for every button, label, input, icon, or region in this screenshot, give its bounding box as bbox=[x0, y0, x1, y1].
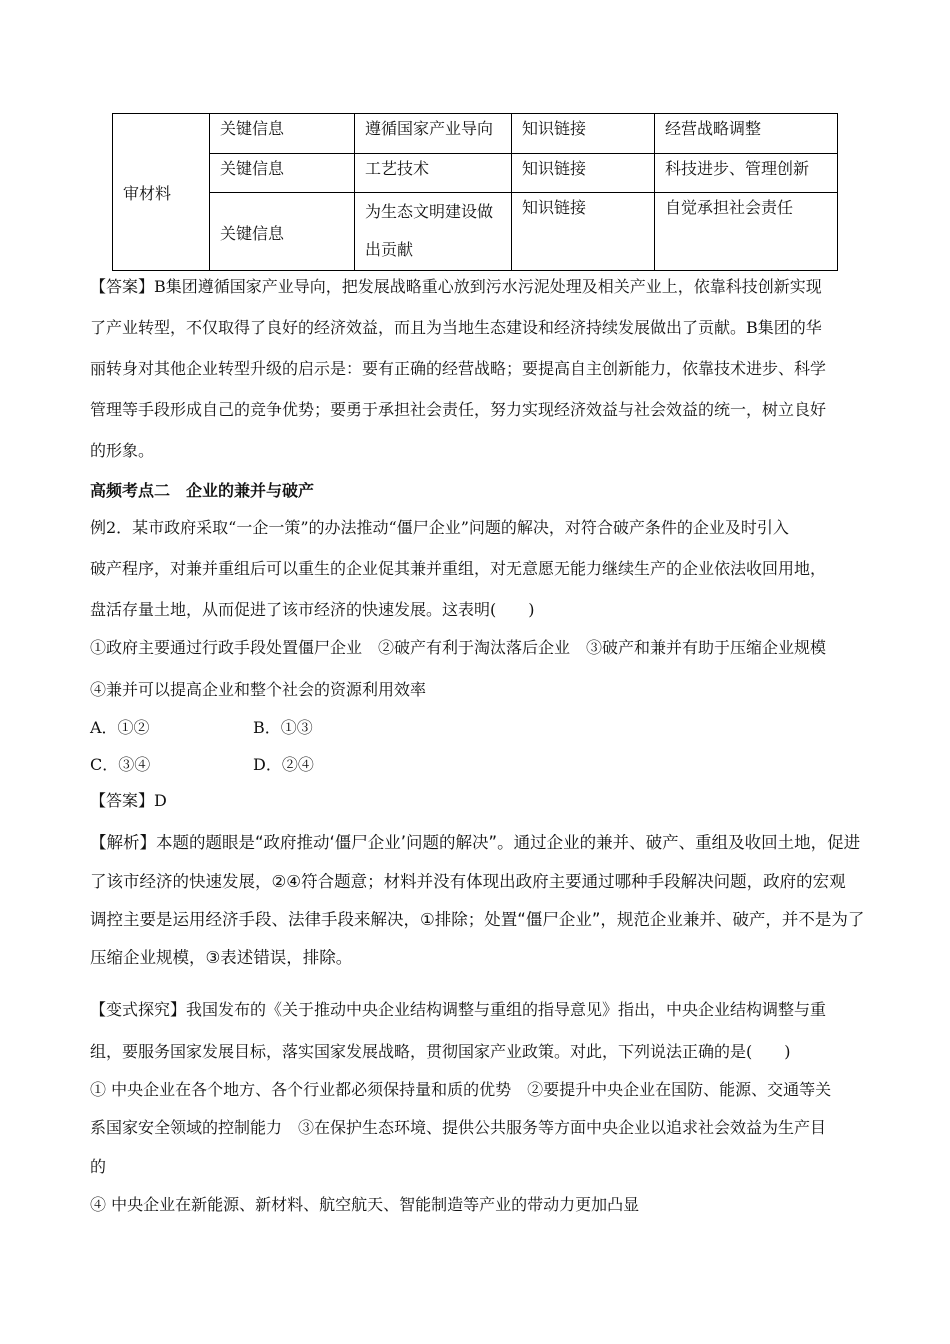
option-c: C．③④ bbox=[90, 755, 151, 774]
knowledge-link-label: 知识链接 bbox=[512, 114, 655, 154]
answer-line: 丽转身对其他企业转型升级的启示是：要有正确的经营战略；要提高自主创新能力，依靠技术进步、科学 bbox=[90, 359, 827, 378]
option-a: A．①② bbox=[90, 718, 150, 737]
analysis-line: 调控主要是运用经济手段、法律手段来解决，①排除；处置“僵尸企业”，规范企业兼并、破产，并不是为了 bbox=[90, 910, 865, 929]
answer-label: 【答案】D bbox=[90, 791, 167, 810]
variant-line: 【变式探究】我国发布的《关于推动中央企业结构调整与重组的指导意见》指出，中央企业结构调整与重 bbox=[90, 1000, 827, 1019]
answer-line: 【答案】B集团遵循国家产业导向，把发展战略重心放到污水污泥处理及相关产业上，依靠科技创新实现 bbox=[90, 277, 822, 296]
option-d: D．②④ bbox=[253, 755, 314, 774]
knowledge-link-value: 经营战略调整 bbox=[655, 114, 838, 154]
answer-line: 了产业转型，不仅取得了良好的经济效益，而且为当地生态建设和经济持续发展做出了贡献。B集团的华 bbox=[90, 318, 822, 337]
table-row-header: 审材料 bbox=[113, 114, 210, 271]
answer-line: 管理等手段形成自己的竞争优势；要勇于承担社会责任，努力实现经济效益与社会效益的统一，树立良好 bbox=[90, 400, 827, 419]
option-b: B．①③ bbox=[253, 718, 313, 737]
answer-line: 的形象。 bbox=[90, 441, 155, 460]
key-info-value: 遵循国家产业导向 bbox=[355, 114, 512, 154]
variant-line: 系国家安全领域的控制能力 ③在保护生态环境、提供公共服务等方面中央企业以追求社会效益为生产目 bbox=[90, 1118, 827, 1137]
variant-line: ④ 中央企业在新能源、新材料、航空航天、智能制造等产业的带动力更加凸显 bbox=[90, 1195, 640, 1214]
analysis-line: 压缩企业规模，③表述错误，排除。 bbox=[90, 948, 353, 967]
variant-line: ① 中央企业在各个地方、各个行业都必须保持量和质的优势 ②要提升中央企业在国防、能源、交通等关 bbox=[90, 1080, 832, 1099]
variant-line: 的 bbox=[90, 1157, 107, 1176]
section-title: 高频考点二 企业的兼并与破产 bbox=[90, 481, 315, 500]
table-row bbox=[113, 193, 838, 271]
question-line: 盘活存量土地，从而促进了该市经济的快速发展。这表明( ) bbox=[90, 600, 535, 619]
statement-line: ①政府主要通过行政手段处置僵尸企业 ②破产有利于淘汰落后企业 ③破产和兼并有助于压缩企业规模 bbox=[90, 638, 827, 657]
table-row bbox=[113, 114, 838, 154]
knowledge-link-label: 知识链接 bbox=[512, 154, 655, 193]
question-line: 破产程序，对兼并重组后可以重生的企业促其兼并重组，对无意愿无能力继续生产的企业依法收回用地， bbox=[90, 559, 827, 578]
question-line: 例2．某市政府采取“一企一策”的办法推动“僵尸企业”问题的解决，对符合破产条件的企业及时引入 bbox=[90, 518, 789, 537]
key-info-value: 工艺技术 bbox=[355, 154, 512, 193]
statement-line: ④兼并可以提高企业和整个社会的资源利用效率 bbox=[90, 680, 427, 699]
analysis-line: 了该市经济的快速发展，②④符合题意；材料并没有体现出政府主要通过哪种手段解决问题，政府的宏观 bbox=[90, 872, 846, 891]
key-info-value-line: 出贡献 bbox=[365, 240, 414, 259]
key-info-label: 关键信息 bbox=[210, 154, 355, 193]
key-info-label: 关键信息 bbox=[210, 114, 355, 154]
key-info-label: 关键信息 bbox=[210, 193, 355, 271]
variant-line: 组，要服务国家发展目标，落实国家发展战略，贯彻国家产业政策。对此，下列说法正确的是( ) bbox=[90, 1042, 791, 1061]
material-analysis-table bbox=[112, 113, 838, 271]
key-info-value-line: 为生态文明建设做 bbox=[365, 202, 494, 221]
knowledge-link-label: 知识链接 bbox=[512, 193, 655, 271]
knowledge-link-value: 科技进步、管理创新 bbox=[655, 154, 838, 193]
table-row bbox=[113, 154, 838, 193]
knowledge-link-value: 自觉承担社会责任 bbox=[655, 193, 838, 271]
analysis-line: 【解析】本题的题眼是“政府推动‘僵尸企业’问题的解决”。通过企业的兼并、破产、重组及收回土地，促进 bbox=[90, 833, 861, 852]
key-info-value bbox=[355, 193, 512, 271]
